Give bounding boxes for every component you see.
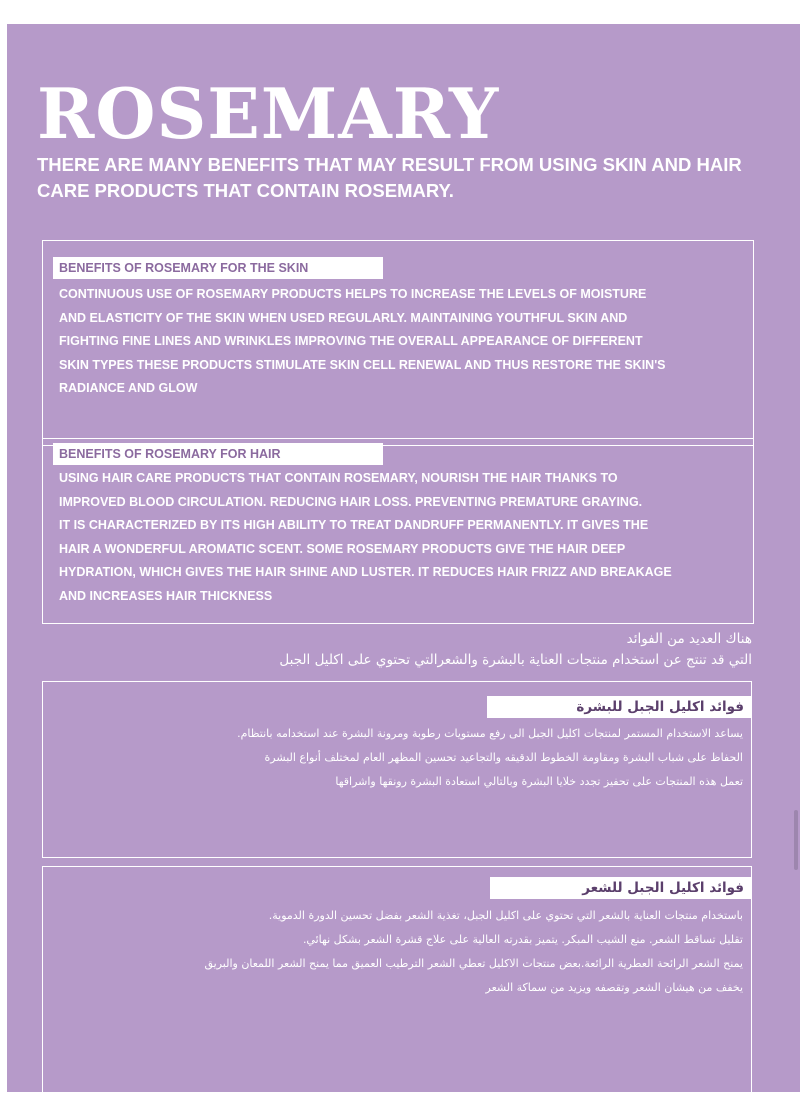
text-line: تقليل تساقط الشعر. منع الشيب المبكر. يتميز بقدرته العالية على علاج قشرة الشعر بشكل نهائي. xyxy=(302,933,743,946)
poster xyxy=(7,24,800,1092)
hair-benefits-ar-body xyxy=(55,904,743,1000)
hair-benefits-ar-heading: فوائد اكليل الجبل للشعر xyxy=(490,877,752,899)
text-line: USING HAIR CARE PRODUCTS THAT CONTAIN ROSEMARY, NOURISH THE HAIR THANKS TO xyxy=(59,471,618,485)
text-line: IT IS CHARACTERIZED BY ITS HIGH ABILITY TO TREAT DANDRUFF PERMANENTLY. IT GIVES THE xyxy=(59,518,649,532)
skin-benefits-ar-box xyxy=(42,681,752,858)
skin-benefits-en-body xyxy=(59,283,739,401)
skin-benefits-ar-body xyxy=(55,722,743,794)
text-line: SKIN TYPES THESE PRODUCTS STIMULATE SKIN CELL RENEWAL AND THUS RESTORE THE SKIN'S xyxy=(59,357,666,372)
hair-benefits-ar-box xyxy=(42,866,752,1096)
text-line: FIGHTING FINE LINES AND WRINKLES IMPROVING THE OVERALL APPEARANCE OF DIFFERENT xyxy=(59,334,643,348)
skin-benefits-en-heading: BENEFITS OF ROSEMARY FOR THE SKIN xyxy=(53,257,383,279)
text-line: AND ELASTICITY OF THE SKIN WHEN USED REGULARLY. MAINTAINING YOUTHFUL SKIN AND xyxy=(59,310,628,325)
text-line: يساعد الاستخدام المستمر لمنتجات اكليل الجبل الى رفع مستويات رطوبة ومرونة البشرة عند استخدامه بانتظام. xyxy=(237,727,743,740)
text-line: تعمل هذه المنتجات على تحفيز تجدد خلايا البشرة وبالتالي استعادة البشرة رونقها واشراقها xyxy=(335,775,743,788)
text-line: التي قد تنتج عن استخدام منتجات العناية بالبشرة والشعرالتي تحتوي على اكليل الجبل xyxy=(279,652,752,668)
text-line: IMPROVED BLOOD CIRCULATION. REDUCING HAIR LOSS. PREVENTING PREMATURE GRAYING. xyxy=(59,494,643,509)
hair-benefits-en-body xyxy=(59,467,739,608)
text-line: HAIR A WONDERFUL AROMATIC SCENT. SOME ROSEMARY PRODUCTS GIVE THE HAIR DEEP xyxy=(59,541,626,556)
page-title: ROSEMARY xyxy=(37,74,500,155)
text-line: RADIANCE AND GLOW xyxy=(59,381,198,395)
text-line: باستخدام منتجات العناية بالشعر التي تحتوي على اكليل الجبل، تغذية الشعر بفضل تحسين الدورة الدموية. xyxy=(268,909,743,922)
skin-benefits-en-box xyxy=(42,240,754,446)
text-line: CONTINUOUS USE OF ROSEMARY PRODUCTS HELPS TO INCREASE THE LEVELS OF MOISTURE xyxy=(59,287,647,301)
intro-text: THERE ARE MANY BENEFITS THAT MAY RESULT FROM USING SKIN AND HAIR CARE PRODUCTS THAT CONTAIN ROSEMARY. xyxy=(37,154,742,201)
hair-benefits-en-box xyxy=(42,438,754,624)
text-line: يمنح الشعر الرائحة العطرية الرائعة.بعض منتجات الاكليل تعطي الشعر الترطيب العميق مما يمنح الشعر اللمعان والبريق xyxy=(204,957,743,970)
text-line: HYDRATION, WHICH GIVES THE HAIR SHINE AND LUSTER. IT REDUCES HAIR FRIZZ AND BREAKAGE xyxy=(59,565,672,579)
text-line: الحفاظ على شباب البشرة ومقاومة الخطوط الدقيقه والتجاعيد تحسين المظهر العام لمختلف أنواع البشرة xyxy=(264,751,743,764)
text-line: هناك العديد من الفوائد xyxy=(626,631,752,647)
text-line: AND INCREASES HAIR THICKNESS xyxy=(59,588,273,603)
scrollbar-thumb[interactable] xyxy=(794,810,798,870)
hair-benefits-en-heading: BENEFITS OF ROSEMARY FOR HAIR xyxy=(53,443,383,465)
arabic-intro-text xyxy=(37,629,752,671)
text-line: يخفف من هيشان الشعر وتقصفه ويزيد من سماكة الشعر xyxy=(485,981,743,994)
skin-benefits-ar-heading: فوائد اكليل الجبل للبشرة xyxy=(487,696,752,718)
